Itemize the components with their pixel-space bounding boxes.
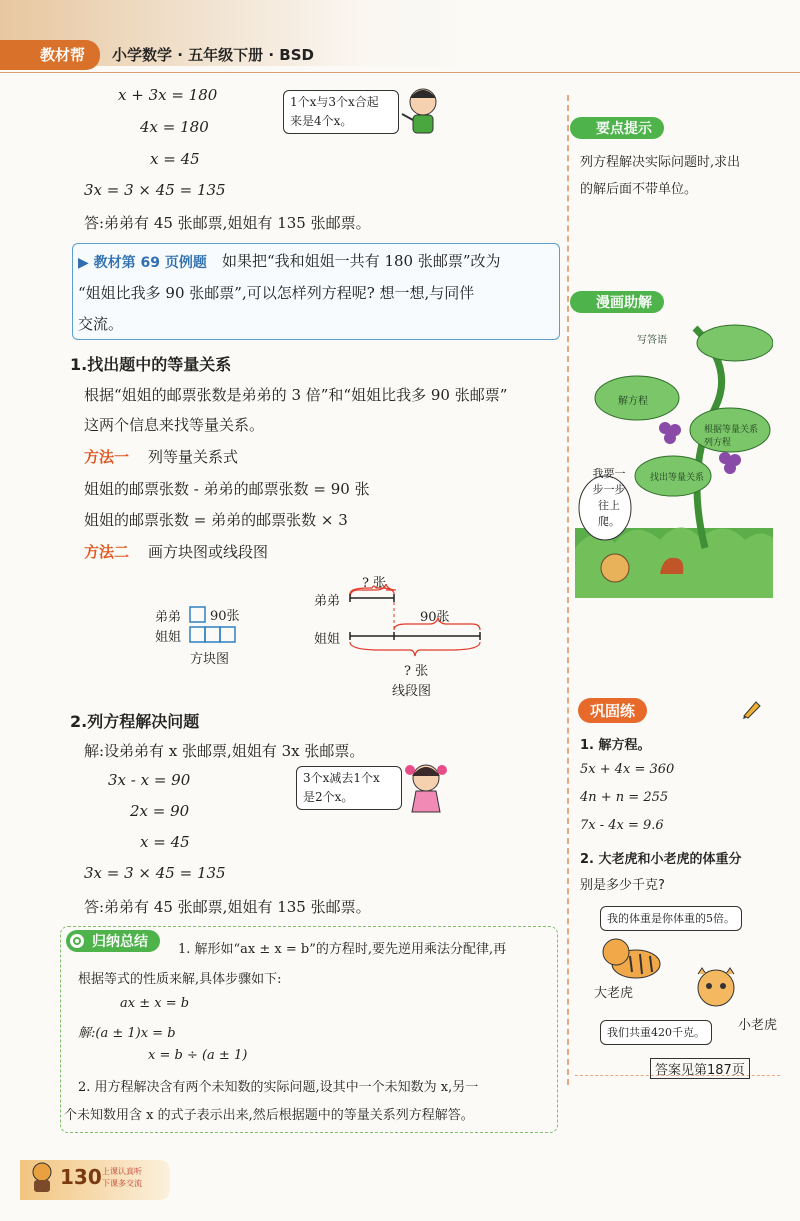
- bubble-line: 1个x与3个x合起: [290, 95, 379, 109]
- comic-speech: [588, 466, 630, 530]
- bubble-line: 来是4个x。: [290, 114, 353, 128]
- example-label: ▶ 教材第 69 页例题: [78, 255, 207, 271]
- line-caption: 线段图: [392, 684, 432, 699]
- comic-speech-line: 我要一: [592, 467, 626, 480]
- relation-eq: 姐姐的邮票张数 - 弟弟的邮票张数 = 90 张: [84, 480, 370, 498]
- practice-q2: 2. 大老虎和小老虎的体重分: [580, 852, 742, 867]
- method-label: 方法二: [84, 543, 130, 561]
- pencil-icon: [740, 698, 762, 720]
- method-text: 列等量关系式: [148, 448, 239, 466]
- practice-q2: 别是多少千克?: [580, 878, 665, 893]
- mascot-icon: [28, 1160, 56, 1194]
- bubble-line: 3个x减去1个x: [303, 771, 380, 785]
- boy-cartoon-icon: [398, 84, 448, 139]
- line-question-top: ? 张: [362, 576, 387, 591]
- tip-tag: 要点提示: [570, 117, 664, 139]
- small-tiger-label: 小老虎: [738, 1018, 778, 1033]
- practice-eq: 7x - 4x = 9.6: [580, 818, 664, 833]
- footer-slogan: 下课多交流: [102, 1179, 142, 1188]
- practice-eq: 4n + n = 255: [580, 790, 669, 805]
- paragraph: 根据“姐姐的邮票张数是弟弟的 3 倍”和“姐姐比我多 90 张邮票”: [84, 386, 508, 404]
- small-tiger-icon: [690, 966, 742, 1018]
- line-question-bottom: ? 张: [404, 664, 429, 679]
- line-segment-diagram: [340, 584, 490, 664]
- relation-eq: 姐姐的邮票张数 = 弟弟的邮票张数 × 3: [84, 511, 348, 529]
- example-label-text: 教材第 69 页例题: [93, 255, 207, 271]
- practice-q1: 1. 解方程。: [580, 738, 651, 753]
- page-header-title: 小学数学 · 五年级下册 · BSD: [112, 46, 314, 64]
- comic-word: 写答语: [637, 335, 667, 346]
- summary-formula: 解:(a ± 1)x = b: [78, 1026, 176, 1041]
- header-divider: [0, 72, 800, 73]
- eq-line: 3x - x = 90: [108, 771, 191, 789]
- summary-text: 2. 用方程解决含有两个未知数的实际问题,设其中一个未知数为 x,另一: [78, 1080, 479, 1095]
- solution-intro: 解:设弟弟有 x 张邮票,姐姐有 3x 张邮票。: [84, 742, 365, 760]
- big-tiger-icon: [596, 932, 666, 982]
- comic-illustration: [575, 318, 773, 598]
- block-diagram: [188, 605, 240, 645]
- summary-tag: 归纳总结: [66, 930, 160, 952]
- thought-bubble: [283, 90, 399, 134]
- summary-text: 根据等式的性质来解,具体步骤如下:: [78, 972, 282, 987]
- practice-eq: 5x + 4x = 360: [580, 762, 675, 777]
- block-sister-label: 姐姐: [155, 630, 182, 645]
- block-90-label: 90张: [210, 609, 240, 624]
- footer-slogan: 上课认真听: [102, 1167, 142, 1176]
- example-text: “姐姐比我多 90 张邮票”,可以怎样列方程呢? 想一想,与同伴: [78, 284, 475, 302]
- line-brother-label: 弟弟: [314, 594, 341, 609]
- eq-line: 2x = 90: [130, 802, 190, 820]
- line-90-label: 90张: [420, 610, 450, 625]
- comic-word: 找出等量关系: [650, 473, 705, 483]
- big-tiger-label: 大老虎: [594, 986, 634, 1001]
- page-number: 130: [60, 1165, 102, 1189]
- eq-line: x + 3x = 180: [118, 86, 218, 104]
- answer-text: 答:弟弟有 45 张邮票,姐姐有 135 张邮票。: [84, 214, 371, 232]
- tiger-speech-2: 我们共重420千克。: [600, 1020, 712, 1045]
- line-sister-label: 姐姐: [314, 632, 341, 647]
- comic-speech-line: 往上爬。: [598, 499, 620, 528]
- eq-line: 3x = 3 × 45 = 135: [84, 864, 226, 882]
- thought-bubble: [296, 766, 402, 810]
- comic-tag: 漫画助解: [570, 291, 664, 313]
- block-caption: 方块图: [190, 652, 230, 667]
- eq-line: 4x = 180: [140, 118, 209, 136]
- eq-line: x = 45: [140, 833, 190, 851]
- method-text: 画方块图或线段图: [148, 543, 269, 561]
- column-divider: [567, 95, 569, 1085]
- brand-tab: 教材帮: [0, 40, 100, 70]
- section-title: 1.找出题中的等量关系: [70, 355, 232, 374]
- example-text: 如果把“我和姐姐一共有 180 张邮票”改为: [222, 252, 501, 270]
- tip-text: 的解后面不带单位。: [580, 182, 698, 197]
- eq-line: 3x = 3 × 45 = 135: [84, 181, 226, 199]
- girl-cartoon-icon: [402, 760, 450, 816]
- block-brother-label: 弟弟: [155, 610, 182, 625]
- comic-speech-line: 步一步: [592, 483, 626, 496]
- answer-reference: 答案见第187页: [650, 1058, 750, 1079]
- comic-word: 根据等量关系列方程: [704, 425, 759, 448]
- summary-text: 个未知数用含 x 的式子表示出来,然后根据题中的等量关系列方程解答。: [64, 1108, 474, 1123]
- summary-formula: x = b ÷ (a ± 1): [148, 1048, 248, 1063]
- tiger-speech-1: 我的体重是你体重的5倍。: [600, 906, 742, 931]
- summary-text: 1. 解形如“ax ± x = b”的方程时,要先逆用乘法分配律,再: [178, 942, 507, 957]
- bubble-line: 是2个x。: [303, 790, 354, 804]
- summary-formula: ax ± x = b: [120, 996, 190, 1011]
- eq-line: x = 45: [150, 150, 200, 168]
- practice-tag: 巩固练: [578, 698, 647, 723]
- method-label: 方法一: [84, 448, 130, 466]
- example-text: 交流。: [78, 315, 124, 333]
- target-icon: [68, 932, 86, 950]
- comic-word: 解方程: [618, 396, 648, 407]
- paragraph: 这两个信息来找等量关系。: [84, 416, 265, 434]
- section-title: 2.列方程解决问题: [70, 712, 200, 731]
- tip-text: 列方程解决实际问题时,求出: [580, 155, 741, 170]
- answer-text: 答:弟弟有 45 张邮票,姐姐有 135 张邮票。: [84, 898, 371, 916]
